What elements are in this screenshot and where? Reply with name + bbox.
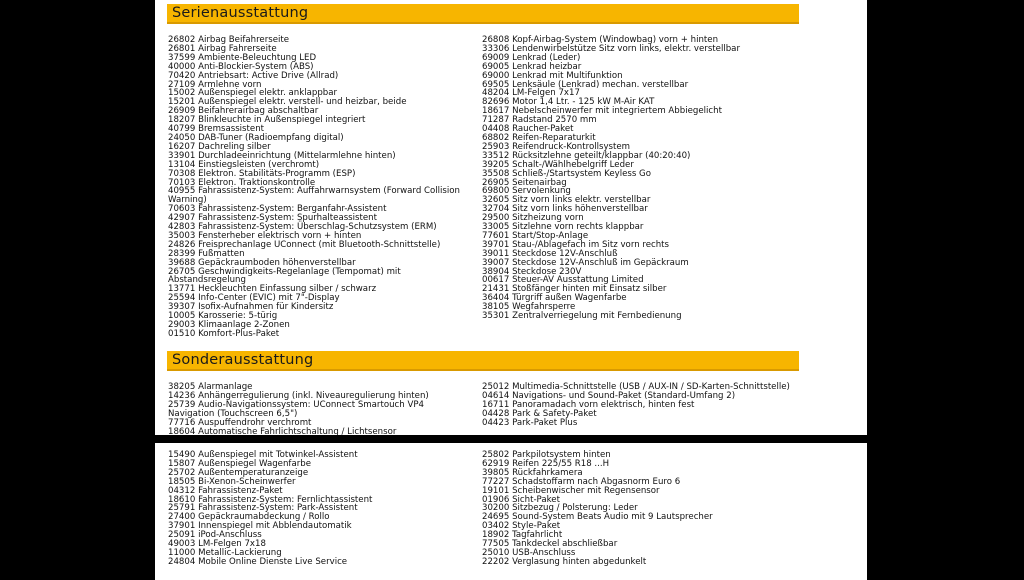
list-item: 38205 Alarmanlage <box>168 382 253 392</box>
document-page-2 <box>155 443 867 580</box>
list-item: 38904 Steckdose 230V <box>482 266 582 277</box>
list-item: 25739 Audio-Navigationssystem: UConnect Smartouch VP4 Navigation (Touchscreen 6,5") <box>168 399 424 419</box>
list-item: 24804 Mobile Online Dienste Live Service <box>168 556 348 567</box>
list-item: 04408 Raucher-Paket <box>482 124 574 135</box>
list-item: 15201 Außenspiegel elektr. verstell- und heizbar, beide <box>168 97 407 108</box>
list-item: 71287 Radstand 2570 mm <box>482 115 597 126</box>
list-item: 39688 Gepäckraumboden höhenverstellbar <box>168 257 356 268</box>
sonderausstattung-header <box>167 351 799 371</box>
list-item: 18902 Tagfahrlicht <box>482 530 563 541</box>
list-item: 35003 Fensterheber elektrisch vorn + hinten <box>168 230 362 241</box>
list-item: 40000 Anti-Blockier-System (ABS) <box>168 61 314 72</box>
list-item: 70420 Antriebsart: Active Drive (Allrad) <box>168 70 339 81</box>
list-item: 49003 LM-Felgen 7x18 <box>168 539 266 550</box>
list-item: 18617 Nebelscheinwerfer mit integriertem Abbiegelicht <box>482 106 722 117</box>
list-item: 15807 Außenspiegel Wagenfarbe <box>168 458 311 469</box>
list-item: 40799 Bremsassistent <box>168 124 265 135</box>
list-item: 37901 Innenspiegel mit Abblendautomatik <box>168 521 352 532</box>
list-item: 24050 DAB-Tuner (Radioempfang digital) <box>168 132 344 143</box>
list-item: 39701 Stau-/Ablagefach im Sitz vorn rechts <box>482 239 670 250</box>
list-item: 33005 Sitzlehne vorn rechts klappbar <box>482 222 644 233</box>
list-item: 26909 Beifahrerairbag abschaltbar <box>168 106 319 117</box>
list-item: 04428 Park & Safety-Paket <box>482 408 597 419</box>
list-item: 35301 Zentralverriegelung mit Fernbedienung <box>482 311 682 322</box>
list-item: 30200 Sitzbezug / Polsterung: Leder <box>482 503 638 514</box>
list-item: 24695 Sound-System Beats Audio mit 9 Lautsprecher <box>482 512 713 523</box>
list-item: 03402 Style-Paket <box>482 521 561 532</box>
list-item: 77716 Auspuffendrohr verchromt <box>168 417 312 428</box>
list-item: 25594 Info-Center (EVIC) mit 7"-Display <box>168 293 340 304</box>
list-item: 42907 Fahrassistenz-System: Spurhalteassistent <box>168 213 377 224</box>
list-item: 25791 Fahrassistenz-System: Park-Assistent <box>168 503 358 514</box>
list-item: 70308 Elektron. Stabilitäts-Programm (ESP) <box>168 168 356 179</box>
list-item: 25702 Außentemperaturanzeige <box>168 467 309 478</box>
list-item: 32704 Sitz vorn links höhenverstellbar <box>482 204 648 215</box>
list-item: 16711 Panoramadach vorn elektrisch, hinten fest <box>482 399 695 410</box>
list-item: 15490 Außenspiegel mit Totwinkel-Assistent <box>168 450 358 460</box>
list-item: 21431 Stoßfänger hinten mit Einsatz silber <box>482 284 667 295</box>
list-item: 27109 Armlehne vorn <box>168 79 262 90</box>
list-item: 69800 Servolenkung <box>482 186 571 197</box>
list-item: 39805 Rückfahrkamera <box>482 467 583 478</box>
list-item: 70103 Elektron. Traktionskontrolle <box>168 177 316 188</box>
list-item: 10005 Karosserie: 5-türig <box>168 311 278 322</box>
list-item: 33901 Durchladeeinrichtung (Mittelarmlehne hinten) <box>168 150 396 161</box>
list-item: 36404 Türgriff außen Wagenfarbe <box>482 293 627 304</box>
list-item: 77505 Tankdeckel abschließbar <box>482 539 618 550</box>
list-item: 25903 Reifendruck-Kontrollsystem <box>482 141 631 152</box>
list-item: 69005 Lenkrad heizbar <box>482 61 582 72</box>
list-item: 18207 Blinkleuchte in Außenspiegel integriert <box>168 115 366 126</box>
list-item: 39205 Schalt-/Wählhebelgriff Leder <box>482 159 634 170</box>
list-item: 26808 Kopf-Airbag-System (Windowbag) vorn + hinten <box>482 35 719 45</box>
list-item: 04312 Fahrassistenz-Paket <box>168 485 283 496</box>
document-page-1 <box>155 0 867 435</box>
list-item: 14236 Anhängerregulierung (inkl. Niveauregulierung hinten) <box>168 390 429 401</box>
list-item: 48204 LM-Felgen 7x17 <box>482 88 580 99</box>
sonderausstattung-title: Sonderausstattung <box>172 352 314 368</box>
list-item: 33512 Rücksitzlehne geteilt/klappbar (40:20:40) <box>482 150 691 161</box>
sonder-list-left <box>168 383 470 435</box>
list-item: 18604 Automatische Fahrlichtschaltung / Lichtsensor <box>168 426 397 435</box>
list-item: 70603 Fahrassistenz-System: Berganfahr-Assistent <box>168 204 387 215</box>
list-item: 69505 Lenksäule (Lenkrad) mechan. verstellbar <box>482 79 689 90</box>
list-item: 42803 Fahrassistenz-System: Überschlag-Schutzsystem (ERM) <box>168 222 437 233</box>
list-item: 16207 Dachreling silber <box>168 141 271 152</box>
list-item: 62919 Reifen 225/55 R18 ...H <box>482 458 610 469</box>
list-item: 04614 Navigations- und Sound-Paket (Standard-Umfang 2) <box>482 390 736 401</box>
list-item: 33306 Lendenwirbelstütze Sitz vorn links, elektr. verstellbar <box>482 43 740 54</box>
list-item: 77227 Schadstoffarm nach Abgasnorm Euro 6 <box>482 476 681 487</box>
list-item: 26801 Airbag Fahrerseite <box>168 43 277 54</box>
sonder-list-right <box>482 383 792 428</box>
list-item: 25802 Parkpilotsystem hinten <box>482 450 611 460</box>
list-item: 28399 Fußmatten <box>168 248 245 259</box>
list-item: 39011 Steckdose 12V-Anschluß <box>482 248 618 259</box>
list-item: 18610 Fahrassistenz-System: Fernlichtassistent <box>168 494 373 505</box>
list-item: 37599 Ambiente-Beleuchtung LED <box>168 52 317 63</box>
list-item: 19101 Scheibenwischer mit Regensensor <box>482 485 660 496</box>
serienausstattung-header <box>167 4 799 24</box>
page2-list-left <box>168 451 470 567</box>
list-item: 01510 Komfort-Plus-Paket <box>168 328 280 339</box>
list-item: 13771 Heckleuchten Einfassung silber / schwarz <box>168 284 377 295</box>
list-item: 27400 Gepäckraumabdeckung / Rollo <box>168 512 330 523</box>
list-item: 69000 Lenkrad mit Multifunktion <box>482 70 623 81</box>
list-item: 26705 Geschwindigkeits-Regelanlage (Tempomat) mit Abstandsregelung <box>168 266 401 286</box>
list-item: 11000 Metallic-Lackierung <box>168 547 282 558</box>
list-item: 15002 Außenspiegel elektr. anklappbar <box>168 88 338 99</box>
list-item: 39007 Steckdose 12V-Anschluß im Gepäckraum <box>482 257 689 268</box>
list-item: 40955 Fahrassistenz-System: Auffahrwarnsystem (Forward Collision Warning) <box>168 186 460 206</box>
list-item: 26905 Seitenairbag <box>482 177 567 188</box>
list-item: 32605 Sitz vorn links elektr. verstellbar <box>482 195 651 206</box>
list-item: 77601 Start/Stop-Anlage <box>482 230 589 241</box>
list-item: 38105 Wegfahrsperre <box>482 302 576 313</box>
serien-list-right <box>482 36 792 321</box>
list-item: 01906 Sicht-Paket <box>482 494 560 505</box>
list-item: 24826 Freisprechanlage UConnect (mit Bluetooth-Schnittstelle) <box>168 239 441 250</box>
list-item: 22202 Verglasung hinten abgedunkelt <box>482 556 647 567</box>
list-item: 25010 USB-Anschluss <box>482 547 576 558</box>
list-item: 82696 Motor 1,4 Ltr. - 125 kW M-Air KAT <box>482 97 655 108</box>
list-item: 00617 Steuer-AV Ausstattung Limited <box>482 275 644 286</box>
page2-list-right <box>482 451 792 567</box>
list-item: 18505 Bi-Xenon-Scheinwerfer <box>168 476 296 487</box>
list-item: 68802 Reifen-Reparaturkit <box>482 132 596 143</box>
list-item: 29003 Klimaanlage 2-Zonen <box>168 320 290 330</box>
list-item: 26802 Airbag Beifahrerseite <box>168 35 290 45</box>
serienausstattung-title: Serienausstattung <box>172 5 309 21</box>
list-item: 69009 Lenkrad (Leder) <box>482 52 581 63</box>
list-item: 04423 Park-Paket Plus <box>482 417 578 428</box>
list-item: 29500 Sitzheizung vorn <box>482 213 584 224</box>
list-item: 25091 iPod-Anschluss <box>168 530 262 541</box>
list-item: 35508 Schließ-/Startsystem Keyless Go <box>482 168 651 179</box>
list-item: 25012 Multimedia-Schnittstelle (USB / AUX-IN / SD-Karten-Schnittstelle) <box>482 382 790 392</box>
list-item: 13104 Einstiegsleisten (verchromt) <box>168 159 320 170</box>
list-item: 39307 Isofix-Aufnahmen für Kindersitz <box>168 302 334 313</box>
serien-list-left <box>168 36 470 339</box>
